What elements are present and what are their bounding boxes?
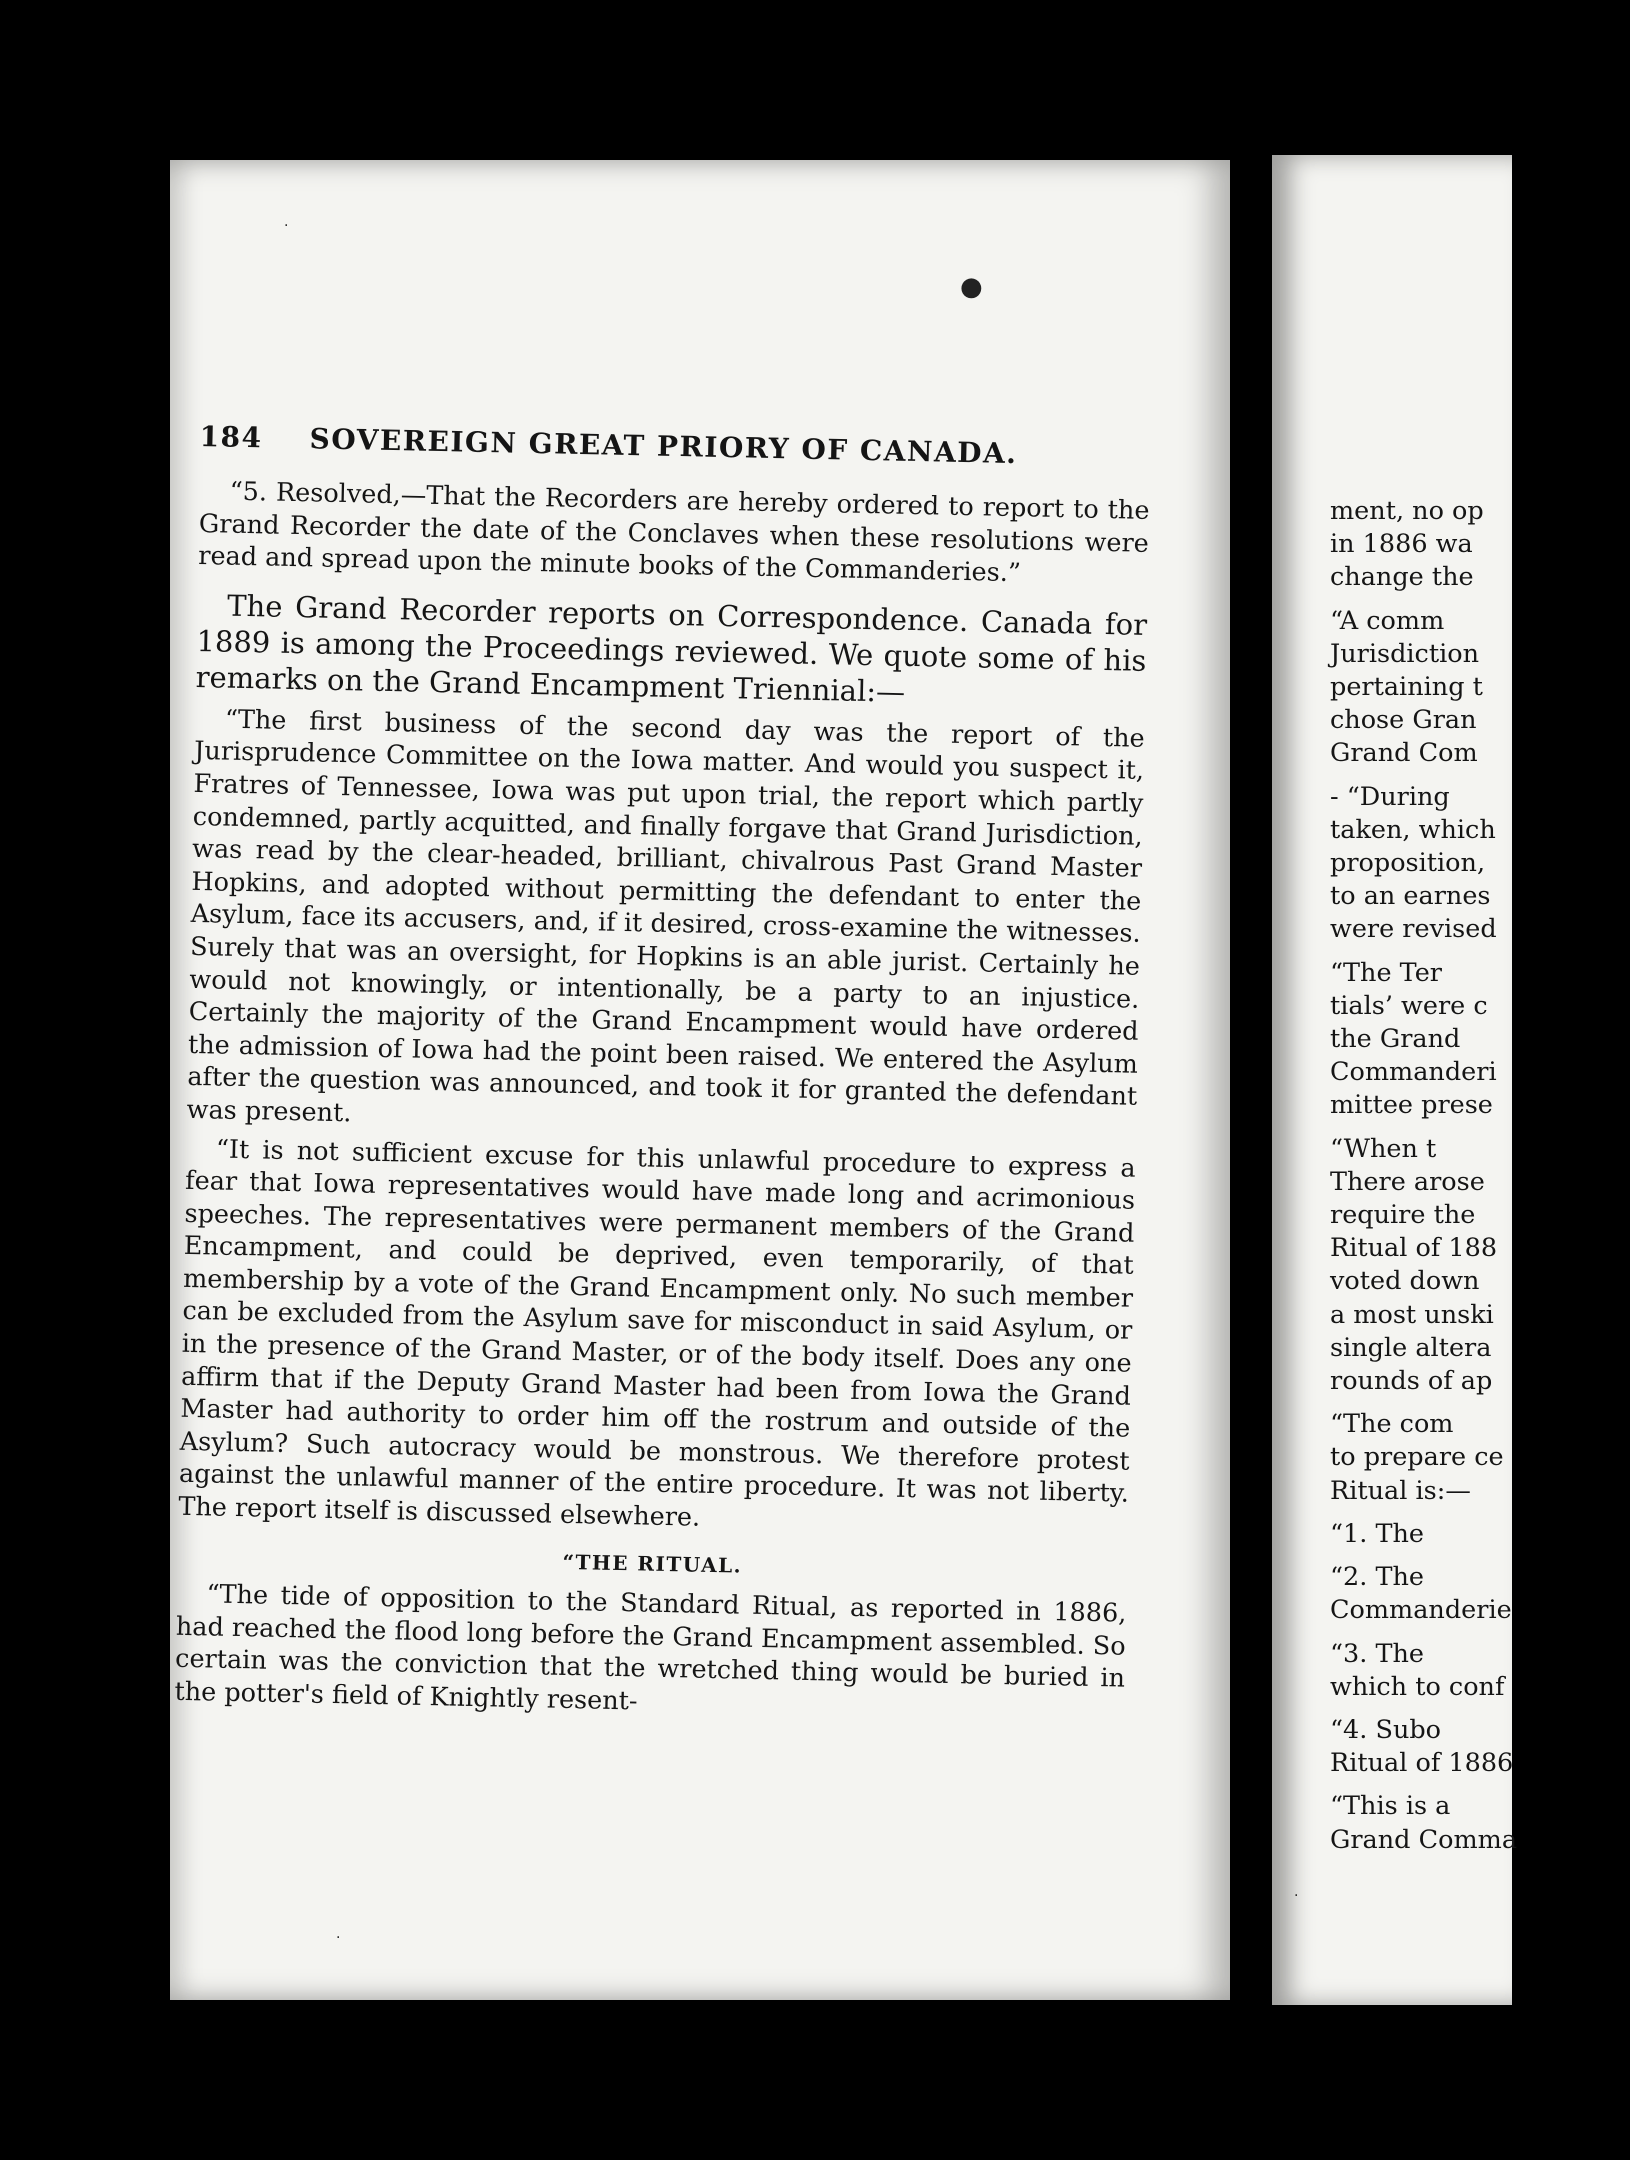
facing-page-line: mittee prese — [1330, 1090, 1493, 1121]
facing-page-line: Ritual is:— — [1330, 1475, 1471, 1506]
facing-page-line: to prepare ce — [1330, 1442, 1504, 1473]
facing-page-line: “This is a — [1330, 1791, 1451, 1822]
facing-page-gap — [1330, 595, 1630, 605]
page-number: 184 — [199, 420, 263, 455]
facing-page-line: Commanderi — [1330, 1057, 1497, 1088]
facing-page-line: “The Ter — [1330, 957, 1442, 988]
facing-page-gap — [1330, 947, 1630, 957]
facing-page-line: to an earnes — [1330, 881, 1491, 912]
ink-speck: ● — [960, 272, 983, 302]
facing-page-line: were revised — [1330, 914, 1497, 945]
facing-page-line: “4. Subo — [1330, 1714, 1442, 1745]
facing-page-line: - “During — [1330, 781, 1450, 812]
facing-page-line: the Grand — [1330, 1024, 1461, 1055]
facing-page-line: “A comm — [1330, 605, 1445, 636]
facing-page-gap — [1330, 1508, 1630, 1518]
facing-page-line: “3. The — [1330, 1638, 1424, 1669]
facing-page-line: voted down — [1330, 1266, 1480, 1297]
facing-page-line: change the — [1330, 562, 1474, 593]
paragraph-grand-recorder: The Grand Recorder reports on Correspondence. Canada for 1889 is among the Proceedings reviewed. We quote some of his remarks on the Grand Encampment Triennial:— — [195, 588, 1148, 709]
paragraph-resolution: “5. Resolved,—That the Recorders are hereby ordered to report to the Grand Recorder the date of the Conclaves when these resolutions were read and spread upon the minute books of the Commanderies.” — [197, 476, 1150, 589]
facing-page-line: “The com — [1330, 1409, 1454, 1440]
facing-page-gap — [1330, 1398, 1630, 1408]
facing-page-gap — [1330, 1704, 1630, 1714]
facing-page-line: There arose — [1330, 1166, 1485, 1197]
facing-page-line: Jurisdiction — [1330, 638, 1480, 669]
facing-page-line: which to conf — [1330, 1671, 1505, 1702]
facing-page-line: in 1886 wa — [1330, 529, 1473, 560]
facing-page-gap — [1330, 771, 1630, 781]
ink-speck: · — [336, 1930, 341, 1946]
facing-page-line: Grand Com — [1330, 738, 1478, 769]
facing-page-line: ment, no op — [1330, 496, 1484, 526]
facing-page-line: proposition, — [1330, 848, 1486, 879]
facing-page-line: Grand Comma — [1330, 1824, 1518, 1855]
facing-page-line: rounds of ap — [1330, 1366, 1493, 1397]
facing-page-gap — [1330, 1628, 1630, 1638]
paragraph-first-business: “The first business of the second day was the report of the Jurisprudence Committee on the Iowa matter. And would you suspect it, Fratres of Tennessee, Iowa was put upon trial, the report which partly condemned, partly acquitted, and finally forgave that Grand Jurisdiction, was read by the clear-headed, brilliant, chivalrous Past Grand Master Hopkins, and adopted without permitting the defendant to enter the Asylum, face its accusers, and, if it desired, cross-examine the witnesses. Surely that was an oversight, for Hopkins is an able jurist. Certainly he would not knowingly, or intentionally, be a party to an injustice. Certainly the majority of the Grand Encampment would have ordered the admission of Iowa had the point been raised. We entered the Asylum after the question was announced, and took it for granted the defendant was present. — [186, 704, 1146, 1129]
facing-page-line: “When t — [1330, 1133, 1437, 1164]
paragraph-tide-of-opposition: “The tide of opposition to the Standard Ritual, as reported in 1886, had reached the flood long before the Grand Encampment assembled. So certain was the conviction that the wretched thing would be buried in the potter's field of Knightly resent- — [174, 1579, 1127, 1717]
running-title: SOVEREIGN GREAT PRIORY OF CANADA. — [309, 422, 1018, 471]
facing-page-line: Ritual of 1886 — [1330, 1748, 1514, 1779]
body-text — [174, 475, 1150, 1728]
facing-page-line: tials’ were c — [1330, 990, 1488, 1021]
facing-page-line: “1. The — [1330, 1518, 1424, 1549]
facing-page-gap — [1330, 1551, 1630, 1561]
facing-page-line: Commanderie — [1330, 1595, 1512, 1626]
facing-page-line: require the — [1330, 1200, 1476, 1231]
facing-page-line: taken, which — [1330, 814, 1496, 845]
facing-page-line: chose Gran — [1330, 705, 1477, 736]
ink-speck: · — [1294, 1888, 1299, 1904]
facing-page-line: pertaining t — [1330, 672, 1483, 703]
facing-page-line: single altera — [1330, 1332, 1492, 1363]
facing-page-gap — [1330, 1780, 1630, 1790]
facing-page-gap — [1330, 1123, 1630, 1133]
facing-page-line: Ritual of 188 — [1330, 1233, 1498, 1264]
facing-page-line: “2. The — [1330, 1562, 1424, 1593]
facing-page-text — [1330, 495, 1630, 1857]
section-heading-ritual: “THE RITUAL. — [562, 1549, 743, 1578]
ink-speck: · — [284, 218, 289, 234]
paragraph-not-sufficient: “It is not sufficient excuse for this unlawful procedure to express a fear that Iowa representatives would have made long and acrimonious speeches. The representatives were permanent members of the Grand Encampment, and could be deprived, even temporarily, of that membership by a vote of the Grand Encampment only. No such member can be excluded from the Asylum save for misconduct in said Asylum, or in the presence of the Grand Master, or of the body itself. Does any one affirm that if the Deputy Grand Master had been from Iowa the Grand Master had authority to order him off the rostrum and outside of the Asylum? Such autocracy would be monstrous. We therefore protest against the unlawful manner of the entire procedure. It was not liberty. The report itself is discussed elsewhere. — [178, 1133, 1137, 1533]
facing-page-line: a most unski — [1330, 1299, 1494, 1330]
